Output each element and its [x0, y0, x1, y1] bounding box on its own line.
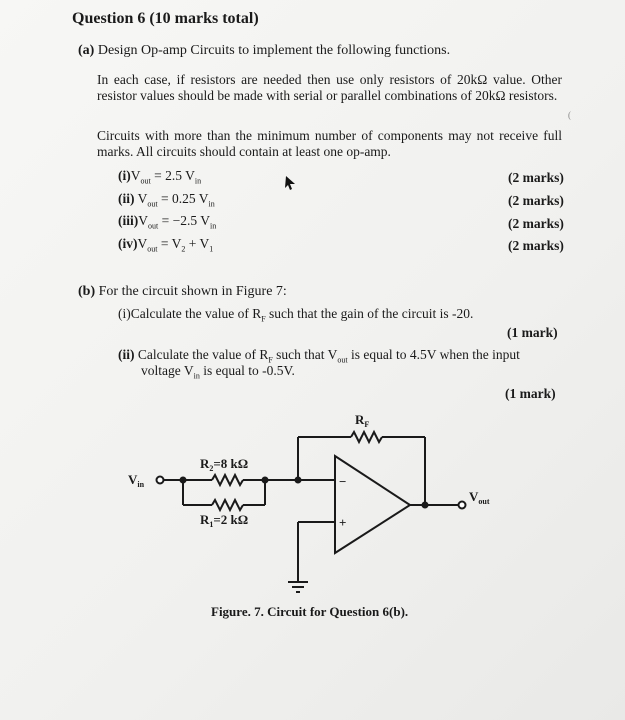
op-amp-symbol	[335, 456, 410, 553]
q1-number: (i)	[118, 306, 131, 321]
q1-text: Calculate the value of R	[130, 306, 262, 321]
item-number: (iv)	[118, 236, 138, 251]
q1-tail: such that the gain of the circuit is -20.	[265, 306, 474, 321]
rf-label: $R_F$	[355, 412, 370, 429]
q2-line2-a: voltage V	[141, 363, 194, 378]
q2-text-c: is equal to 4.5V when the input	[347, 347, 520, 362]
part-a-label: (a)	[78, 43, 95, 58]
function-item-1-marks: (2 marks)	[508, 170, 564, 185]
function-item-3-marks: (2 marks)	[508, 216, 564, 231]
item-sub2: in	[208, 199, 215, 209]
item-sub: out	[147, 199, 158, 209]
vout-terminal	[459, 502, 466, 509]
part-a-instructions-2: Circuits with more than the minimum number of components may not receive full marks. All circuits should contain at least one op-amp.	[97, 128, 562, 159]
part-a-instructions-1: In each case, if resistors are needed then use only resistors of 20kΩ value. Other resistor values should be made with serial or parallel combinations of 20kΩ resistors.	[97, 72, 562, 103]
item-rest: = 2.5 V	[150, 168, 195, 183]
function-item-2-marks: (2 marks)	[508, 193, 564, 208]
item-rest: = −2.5 V	[158, 213, 210, 228]
item-sub2: 2	[181, 244, 186, 254]
q2-sub: F	[268, 355, 273, 365]
node-dot	[262, 477, 269, 484]
q2-sub2: out	[337, 355, 348, 365]
r1-label: $R_1=2$ kΩ	[200, 512, 249, 529]
part-b-label: (b)	[78, 284, 96, 299]
q1-sub: F	[261, 314, 266, 324]
part-a-text: Design Op-amp Circuits to implement the following functions.	[97, 43, 451, 58]
node-dot	[422, 502, 429, 509]
node-dot	[295, 477, 302, 484]
vin-label: $V_{in}$	[128, 472, 145, 489]
item-sub: out	[147, 244, 158, 254]
resistor-r1	[212, 500, 243, 510]
q2-text-a: Calculate the value of R	[137, 347, 269, 362]
vin-terminal	[157, 477, 164, 484]
item-sub: out	[140, 176, 151, 186]
q1-marks: (1 mark)	[507, 325, 558, 340]
resistor-rf	[351, 432, 382, 442]
q2-line2-b: is equal to -0.5V.	[199, 363, 295, 378]
question-title: Question 6 (10 marks total)	[72, 10, 259, 27]
item-sub2: in	[209, 221, 217, 231]
item-expr: V	[138, 213, 148, 228]
inverting-input-sign: −	[339, 474, 347, 489]
stray-mark: (	[568, 110, 571, 120]
r2-label: $R_2=8$ kΩ	[200, 456, 249, 473]
item-expr: V	[137, 236, 148, 251]
item-number: (i)	[118, 168, 131, 183]
q2-marks: (1 mark)	[505, 386, 556, 401]
q2-number: (ii)	[118, 347, 135, 362]
item-expr: V	[130, 168, 141, 183]
q2-text-b: such that V	[272, 347, 338, 362]
vout-label: $V_{out}$	[469, 489, 490, 506]
item-number: (ii)	[118, 191, 135, 206]
figure-caption: Figure. 7. Circuit for Question 6(b).	[211, 604, 409, 619]
item-number: (iii)	[118, 213, 139, 228]
item-rest: = V	[157, 236, 182, 251]
noninverting-input-sign: +	[339, 515, 347, 530]
function-item-4-marks: (2 marks)	[508, 238, 564, 253]
item-expr: V	[137, 191, 148, 206]
node-dot	[180, 477, 187, 484]
item-sub3: 1	[209, 244, 214, 254]
q2-line2-sub: in	[193, 371, 200, 381]
item-tail: + V	[185, 236, 210, 251]
item-sub2: in	[194, 176, 202, 186]
item-sub: out	[148, 221, 159, 231]
item-rest: = 0.25 V	[157, 191, 209, 206]
resistor-r2	[212, 475, 243, 485]
part-b-text: For the circuit shown in Figure 7:	[98, 284, 287, 299]
